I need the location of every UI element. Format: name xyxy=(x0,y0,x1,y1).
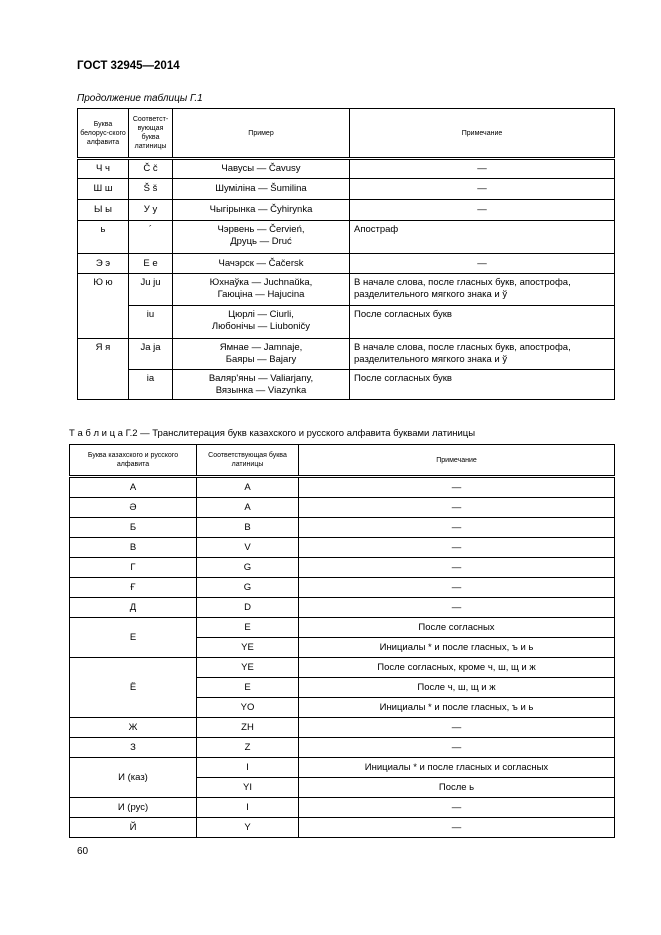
example-line: Чыгірынка — Čyhirynka xyxy=(209,204,313,215)
letter-cell: ь xyxy=(78,221,129,254)
latin-cell: YI xyxy=(197,778,299,798)
note-cell: — xyxy=(299,498,615,518)
table-row xyxy=(70,758,615,778)
example-line: Чавусы — Čavusy xyxy=(221,163,301,174)
latin-cell: G xyxy=(197,558,299,578)
column-header: Буква белорус-ского алфавита xyxy=(78,109,129,159)
note-cell: После согласных букв xyxy=(350,306,615,339)
letter-cell: И (каз) xyxy=(70,758,197,798)
example-cell xyxy=(173,159,350,179)
example-line: Цюрлі — Ciurli, xyxy=(228,309,294,320)
example-line: Любонічы — Liuboničy xyxy=(211,321,311,332)
letter-cell: Ә xyxy=(70,498,197,518)
table-row xyxy=(70,538,615,558)
latin-cell: I xyxy=(197,758,299,778)
table-row xyxy=(78,370,615,400)
table-row xyxy=(70,718,615,738)
latin-cell: У у xyxy=(129,200,173,221)
letter-cell: З xyxy=(70,738,197,758)
latin-cell: А xyxy=(197,477,299,498)
latin-cell: А xyxy=(197,498,299,518)
example-line: Баяры — Bajary xyxy=(225,354,297,365)
kazakh-transliteration-table xyxy=(69,444,615,838)
document-header: ГОСТ 32945—2014 xyxy=(77,60,180,72)
note-cell: В начале слова, после гласных букв, апострофа, разделительного мягкого знака и ў xyxy=(350,274,615,306)
table2-caption: Т а б л и ц а Г.2 — Транслитерация букв казахского и русского алфавита буквами латиницы xyxy=(69,428,476,439)
table-row xyxy=(78,306,615,339)
table-row xyxy=(70,558,615,578)
note-cell: — xyxy=(350,159,615,179)
note-cell: — xyxy=(299,477,615,498)
note-cell: — xyxy=(299,798,615,818)
example-cell xyxy=(173,200,350,221)
example-line: Чэрвень — Červień, xyxy=(217,224,305,235)
note-cell: — xyxy=(299,558,615,578)
example-line: Валяр'яны — Valiarjany, xyxy=(208,373,314,384)
latin-cell: Ju ju xyxy=(129,274,173,306)
latin-cell: Е xyxy=(197,618,299,638)
note-cell: В начале слова, после гласных букв, апострофа, разделительного мягкого знака и ў xyxy=(350,339,615,370)
letter-cell: Д xyxy=(70,598,197,618)
latin-cell: В xyxy=(197,518,299,538)
table-row xyxy=(70,818,615,838)
note-cell: Инициалы * и после гласных, ъ и ь xyxy=(299,698,615,718)
column-header: Примечание xyxy=(350,109,615,159)
letter-cell: Ы ы xyxy=(78,200,129,221)
example-line: Юхнаўка — Juchnaŭka, xyxy=(209,277,313,288)
table-row xyxy=(70,477,615,498)
letter-cell: Я я xyxy=(78,339,129,400)
note-cell: — xyxy=(299,538,615,558)
table1-caption: Продолжение таблицы Г.1 xyxy=(77,93,203,104)
latin-cell: G xyxy=(197,578,299,598)
belarusian-transliteration-table xyxy=(77,108,615,400)
table-row xyxy=(78,200,615,221)
note-cell: — xyxy=(299,598,615,618)
example-line: Чачэрск — Čačersk xyxy=(218,257,304,269)
page-number: 60 xyxy=(77,846,89,857)
table-row xyxy=(78,179,615,200)
table-row xyxy=(70,738,615,758)
column-header: Соответст-вующая буква латиницы xyxy=(129,109,173,159)
table-row xyxy=(70,598,615,618)
note-cell: Инициалы * и после гласных и согласных xyxy=(299,758,615,778)
example-line: Ямнае — Jamnaje, xyxy=(219,342,303,353)
column-header: Примечание xyxy=(299,445,615,477)
latin-cell: YE xyxy=(197,638,299,658)
note-cell: После ь xyxy=(299,778,615,798)
note-cell: После согласных, кроме ч, ш, щ и ж xyxy=(299,658,615,678)
letter-cell: Ю ю xyxy=(78,274,129,339)
latin-cell: ZH xyxy=(197,718,299,738)
latin-cell: Е е xyxy=(129,254,173,274)
example-cell xyxy=(173,370,350,400)
example-line: Гаюціна — Hajucina xyxy=(217,289,305,300)
latin-cell: Ja ja xyxy=(129,339,173,370)
table-row xyxy=(70,618,615,638)
example-cell xyxy=(173,179,350,200)
column-header: Соответствующая буква латиницы xyxy=(197,445,299,477)
example-line: Друць — Druć xyxy=(230,236,292,247)
table-row xyxy=(70,578,615,598)
latin-cell: YO xyxy=(197,698,299,718)
latin-cell: V xyxy=(197,538,299,558)
example-cell xyxy=(173,221,350,254)
table-row xyxy=(78,339,615,370)
column-header: Буква казахского и русского алфавита xyxy=(70,445,197,477)
letter-cell: Ч ч xyxy=(78,159,129,179)
table-row xyxy=(70,498,615,518)
letter-cell: Э э xyxy=(78,254,129,274)
note-cell: — xyxy=(350,179,615,200)
table-row xyxy=(78,159,615,179)
latin-cell: ´ xyxy=(129,221,173,254)
note-cell: — xyxy=(299,578,615,598)
table-row xyxy=(70,518,615,538)
letter-cell: И (рус) xyxy=(70,798,197,818)
note-cell: — xyxy=(299,718,615,738)
table-row xyxy=(78,221,615,254)
latin-cell: Š š xyxy=(129,179,173,200)
table-header-row xyxy=(70,445,615,477)
latin-cell: Е xyxy=(197,678,299,698)
letter-cell: Й xyxy=(70,818,197,838)
letter-cell: В xyxy=(70,538,197,558)
letter-cell: А xyxy=(70,477,197,498)
note-cell: После согласных букв xyxy=(350,370,615,400)
latin-cell: YE xyxy=(197,658,299,678)
letter-cell: Ш ш xyxy=(78,179,129,200)
table-row xyxy=(78,254,615,274)
latin-cell: iu xyxy=(129,306,173,339)
example-line: Вязынка — Viazynka xyxy=(215,385,307,396)
table-header-row xyxy=(78,109,615,159)
example-line: Шуміліна — Šumilina xyxy=(215,183,307,194)
note-cell: — xyxy=(350,254,615,274)
table-row xyxy=(70,658,615,678)
note-cell: — xyxy=(299,738,615,758)
latin-cell: D xyxy=(197,598,299,618)
note-cell: После ч, ш, щ и ж xyxy=(299,678,615,698)
note-cell: Инициалы * и после гласных, ъ и ь xyxy=(299,638,615,658)
column-header: Пример xyxy=(173,109,350,159)
example-cell xyxy=(173,339,350,370)
letter-cell: Ж xyxy=(70,718,197,738)
note-cell: — xyxy=(299,818,615,838)
note-cell: После согласных xyxy=(299,618,615,638)
letter-cell: Б xyxy=(70,518,197,538)
latin-cell: Y xyxy=(197,818,299,838)
letter-cell: Г xyxy=(70,558,197,578)
letter-cell: Ё xyxy=(70,658,197,718)
latin-cell: I xyxy=(197,798,299,818)
latin-cell: Č č xyxy=(129,159,173,179)
table-row xyxy=(70,798,615,818)
letter-cell: Е xyxy=(70,618,197,658)
example-cell xyxy=(173,274,350,306)
table-row xyxy=(78,274,615,306)
note-cell: — xyxy=(299,518,615,538)
letter-cell: Ғ xyxy=(70,578,197,598)
note-cell: Апостраф xyxy=(350,221,615,254)
note-cell: — xyxy=(350,200,615,221)
example-cell xyxy=(173,254,350,274)
latin-cell: ia xyxy=(129,370,173,400)
latin-cell: Z xyxy=(197,738,299,758)
example-cell xyxy=(173,306,350,339)
